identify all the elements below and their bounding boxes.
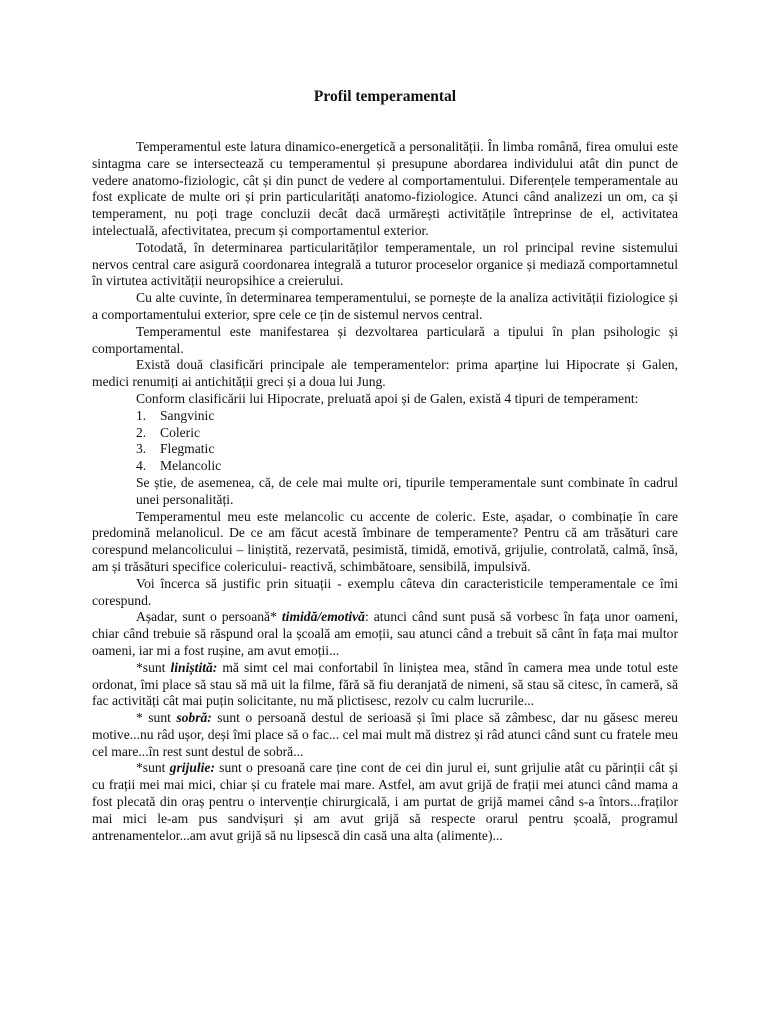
- paragraph-lead: Așadar, sunt o persoană*: [136, 609, 282, 625]
- paragraph: Voi încerca să justific prin situații - exemplu câteva din caracteristicile temperamentale ce îmi corespund.: [92, 575, 678, 608]
- paragraph: Se știe, de asemenea, că, de cele mai multe ori, tipurile temperamentale sunt combinate în cadrul unei personalități.: [136, 474, 678, 507]
- trait-keyword: sobră:: [176, 710, 212, 726]
- list-item-number: 4.: [136, 458, 147, 474]
- list-item: [136, 458, 678, 475]
- list-item: [136, 408, 678, 425]
- list-item-number: 2.: [136, 424, 147, 440]
- paragraph: Temperamentul meu este melancolic cu accente de coleric. Este, așadar, o combinație în care predomină melanolicul. De ce am făcut acestă îmbinare de temperamente? Pentru că am trăsături care corespund melancolicului – liniștită, rezervată, pesimistă, timidă, emotivă, grijulie, controlată, calmă, însă, am și trăsături specifice colericului- reactivă, schimbătoare, sensibilă, impulsivă.: [92, 508, 678, 574]
- list-item: [136, 425, 678, 442]
- list-item-number: 3.: [136, 441, 147, 457]
- paragraph-sobra: [92, 710, 678, 760]
- paragraph: Există două clasificări principale ale temperamentelor: prima aparține lui Hipocrate și Galen, medici renumiți ai antichității greci și a doua lui Jung.: [92, 357, 678, 390]
- trait-keyword: timidă/emotivă: [281, 609, 365, 625]
- paragraph-linistita: [92, 660, 678, 710]
- temperament-types-list: [92, 408, 678, 475]
- list-item-number: 1.: [136, 407, 147, 423]
- paragraph-grijulie: [92, 760, 678, 844]
- paragraph: Totodată, în determinarea particularităților temperamentale, un rol principal revine sistemului nervos central care asigură coordonarea integrală a tuturor proceselor organice și mediază comportamnetul în virtutea activității neuropsihice a creierului.: [92, 239, 678, 289]
- paragraph: Temperamentul este manifestarea și dezvoltarea particulară a tipului în plan psihologic și comportamental.: [92, 323, 678, 356]
- document-body: [92, 139, 678, 844]
- list-item: [136, 441, 678, 458]
- paragraph: Cu alte cuvinte, în determinarea temperamentului, se pornește de la analiza activității fiziologice și a comportamentului exterior, spre cele ce țin de sistemul nervos central.: [92, 290, 678, 322]
- paragraph-lead: *sunt: [136, 659, 171, 675]
- paragraph-rest: mă simt cel mai confortabil în liniștea mea, stând în camera mea unde totul este ordonat, îmi place să stau să mă uit la filme, fără să fiu deranjată de nimeni, să stau să citesc, în cameră, să fac activități cât mai puțin solicitante, nu mă plictisesc, rezolv cu calm lucrurile...: [92, 659, 678, 709]
- document-title: Profil temperamental: [313, 88, 457, 105]
- paragraph-rest: sunt o presoană care ține cont de cei din jurul ei, sunt grijulie atât cu părinții cât și cu frații mei mai mici, chiar și cu fratele mai mare. Astfel, am avut grijă de frații mei atunci când mama a fost plecată din oraș pentru o intervenție chirurgicală, i am purtat de grijă mamei când s-a întors...fraților mai mici le-am pus sandvișuri și am avut grijă să respecte orarul pentru școală, programul antrenamentelor...am avut grijă să nu lipsescă din casă una alta (alimente)...: [92, 760, 679, 843]
- paragraph: Conform clasificării lui Hipocrate, preluată apoi și de Galen, există 4 tipuri de temperament:: [136, 390, 639, 406]
- list-item-label: Flegmatic: [160, 441, 215, 457]
- list-item-label: Sangvinic: [160, 407, 215, 423]
- paragraph-lead: * sunt: [136, 710, 177, 726]
- list-item-label: Coleric: [160, 424, 201, 440]
- trait-keyword: grijulie:: [169, 760, 215, 776]
- paragraph-lead: *sunt: [136, 760, 170, 776]
- trait-keyword: liniștită:: [170, 659, 218, 675]
- paragraph-timida: [92, 609, 678, 659]
- paragraph: Temperamentul este latura dinamico-energetică a personalității. În limba română, firea omului este sintagma care se intersectează cu temperamentul și presupune abordarea individului atât din punct de vedere anatomo-fiziologic, cât și din punct de vedere al comportamentului. Diferențele temperamentale au fost explicate de multe ori și prin particularități anatomo-fiziologice. Atunci când analizezi un om, ca și temperament, nu poți trage concluzii decât dacă urmărești activitățile întreprinse de el, activitatea intelectuală, afectivitatea, precum și comportamentul exterior.: [92, 139, 678, 238]
- list-item-label: Melancolic: [160, 458, 222, 474]
- paragraph-rest: : atunci când sunt pusă să vorbesc în fața unor oameni, chiar când trebuie să răspund oral la școală am emoții, sau atunci când a trebuit să cânt în fața mai multor oameni, iar mi a fost rușine, am avut emoții...: [92, 609, 678, 658]
- paragraph-rest: sunt o persoană destul de serioasă și îmi place să zâmbesc, dar nu găsesc mereu motive...nu râd ușor, deși îmi place să o fac... cel mai mult mă distrez și râd atunci când sunt cu fratele meu cel mare...în rest sunt destul de sobră...: [92, 710, 678, 759]
